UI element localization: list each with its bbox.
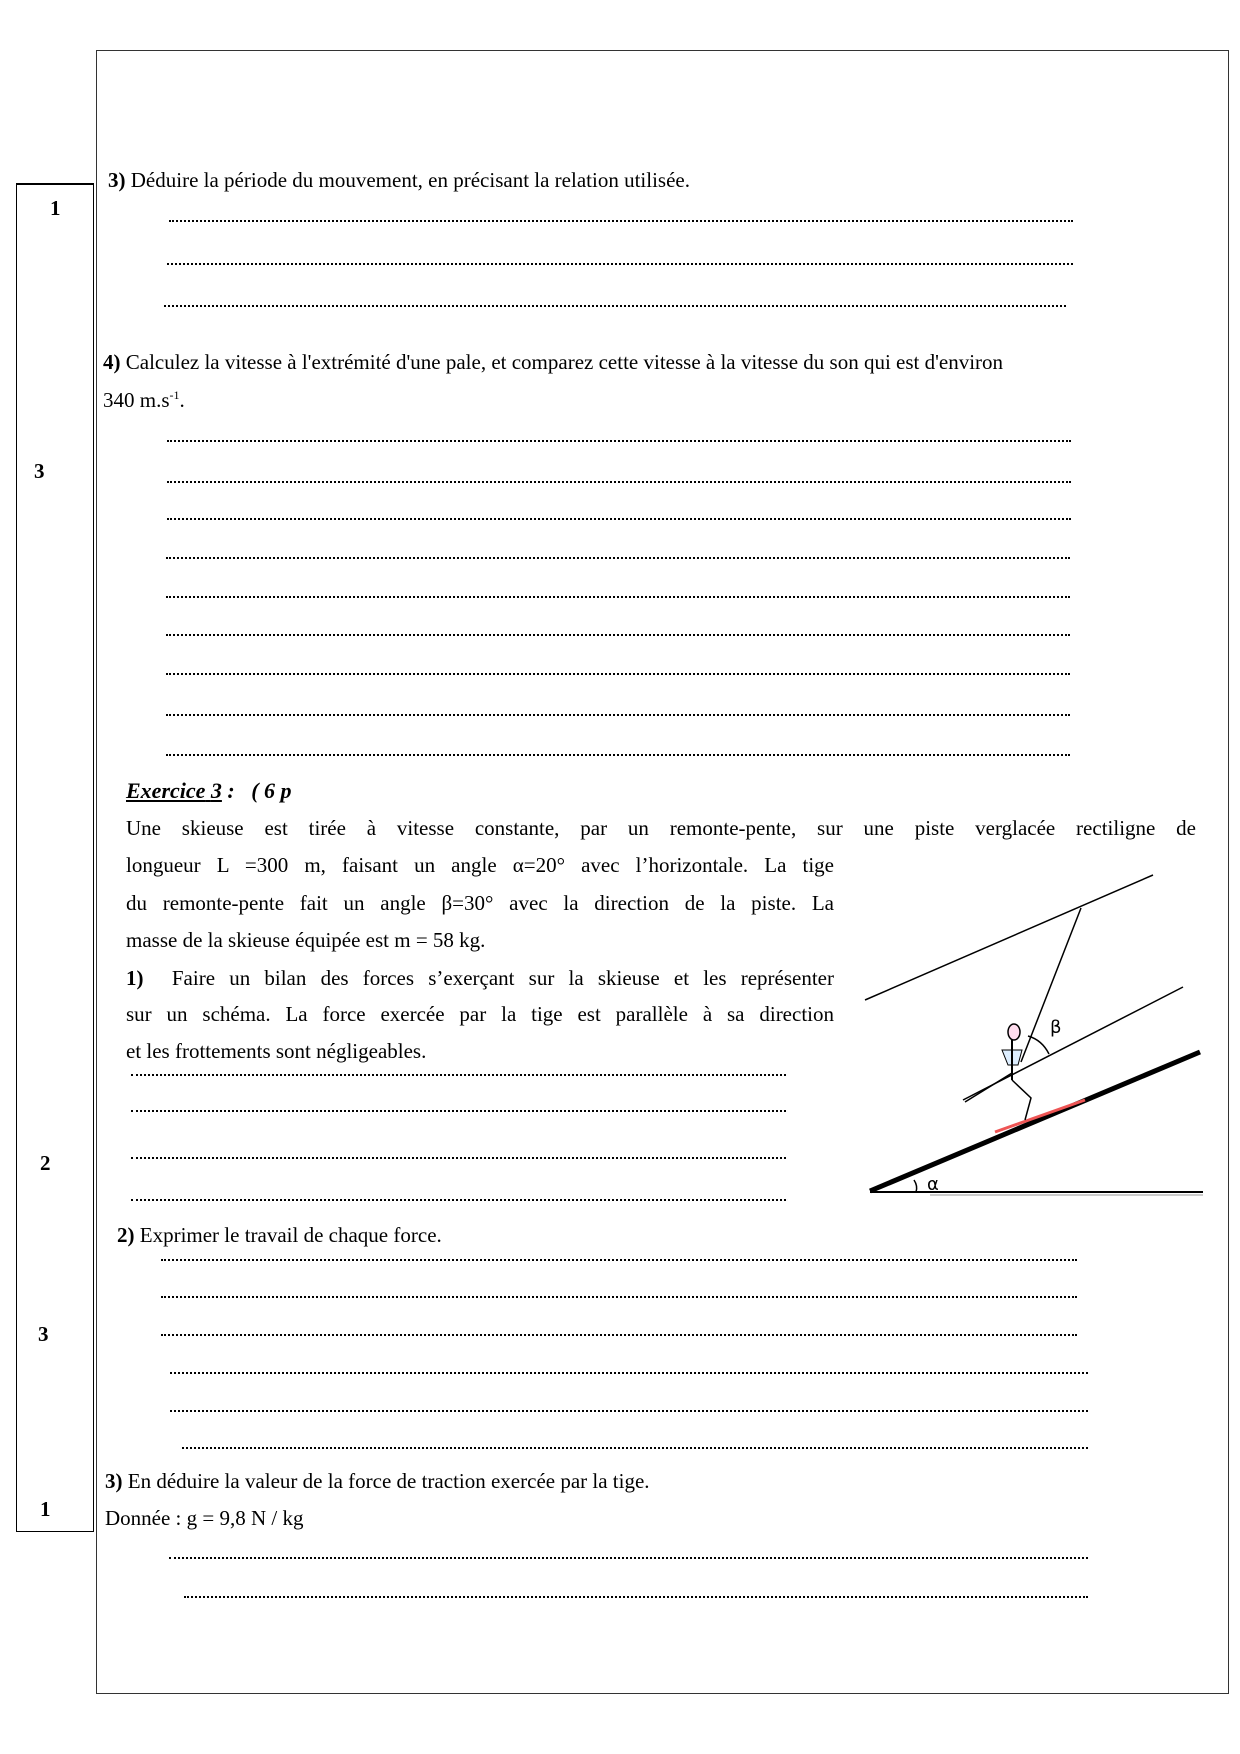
ski-lift-diagram [850,850,1240,1200]
answer-line[interactable] [166,754,1070,756]
answer-line[interactable] [164,305,1066,307]
question-text: Calculez la vitesse à l'extrémité d'une pale, et comparez cette vitesse à la vitesse du son qui est d'environ [125,350,1004,374]
answer-line[interactable] [161,1296,1077,1298]
skier-head [1008,1024,1020,1040]
speed-value: 340 m.s [103,388,170,412]
answer-line[interactable] [170,1410,1088,1412]
score: 1 [40,1497,51,1521]
answer-line[interactable] [167,518,1071,520]
answer-line[interactable] [167,440,1071,442]
period: . [179,388,185,412]
answer-line[interactable] [167,481,1071,483]
alpha-label: α [927,1174,939,1195]
question-4 [103,350,1003,375]
given-data: Donnée : g = 9,8 N / kg [105,1506,304,1530]
question-text: Exprimer le travail de chaque force. [139,1223,442,1247]
answer-line[interactable] [131,1074,786,1076]
tow-bar [1021,908,1081,1062]
beta-label: β [1050,1017,1062,1038]
answer-line[interactable] [169,1557,1088,1559]
question-number: 3) [105,1469,123,1493]
score: 3 [38,1322,49,1346]
intro-line: du remonte-pente fait un angle β=30° avec la direction de la piste. La [126,891,834,915]
question-3 [108,168,690,193]
intro-line: longueur L =300 m, faisant un angle α=20° avec l’horizontale. La tige [126,853,834,877]
answer-line[interactable] [161,1334,1077,1336]
colon: : [227,778,235,803]
exercise-number: 3 [210,778,222,803]
question-number: 4) [103,350,121,374]
exercise-question-3 [105,1469,650,1494]
answer-line[interactable] [166,673,1070,675]
answer-line[interactable] [166,596,1070,598]
intro-line: Une skieuse est tirée à vitesse constante, par un remonte-pente, sur une piste verglacée rectiligne de [126,816,1196,840]
answer-line[interactable] [166,714,1070,716]
question-number: 3) [108,168,126,192]
question-1 [126,966,834,991]
skier-leg [1012,1080,1031,1120]
answer-line[interactable] [161,1259,1077,1261]
exercise-label: Exercice [126,778,206,803]
answer-line[interactable] [166,557,1070,559]
intro-line: masse de la skieuse équipée est m = 58 kg. [126,928,486,952]
question-number: 2) [117,1223,135,1247]
answer-line[interactable] [166,634,1070,636]
answer-line[interactable] [131,1199,786,1201]
ski [995,1100,1085,1132]
question-1-line: sur un schéma. La force exercée par la tige est parallèle à sa direction [126,1002,834,1026]
answer-line[interactable] [170,1372,1088,1374]
exercise-points: ( 6 p [251,778,292,803]
question-text: En déduire la valeur de la force de traction exercée par la tige. [127,1469,650,1493]
cable-line [865,875,1153,1000]
answer-line[interactable] [131,1157,786,1159]
score: 3 [34,459,45,483]
alpha-arc [914,1180,917,1192]
score: 1 [50,196,61,220]
question-number: 1) [126,966,144,990]
answer-line[interactable] [167,263,1073,265]
answer-line[interactable] [131,1110,786,1112]
score-margin [16,183,94,1532]
question-4-cont [103,388,185,413]
exercise-question-2 [117,1223,442,1248]
score: 2 [40,1151,51,1175]
exponent: -1 [169,388,180,402]
exercise-title [126,778,292,804]
question-text: Faire un bilan des forces s’exerçant sur la skieuse et les représenter [171,966,834,990]
question-text: Déduire la période du mouvement, en précisant la relation utilisée. [130,168,690,192]
slope [870,1052,1200,1191]
ski-pole [965,1073,1012,1102]
answer-line[interactable] [182,1447,1088,1449]
answer-line[interactable] [184,1596,1088,1598]
question-1-line: et les frottements sont négligeables. [126,1039,427,1063]
beta-arc [1028,1036,1049,1054]
answer-line[interactable] [169,220,1073,222]
